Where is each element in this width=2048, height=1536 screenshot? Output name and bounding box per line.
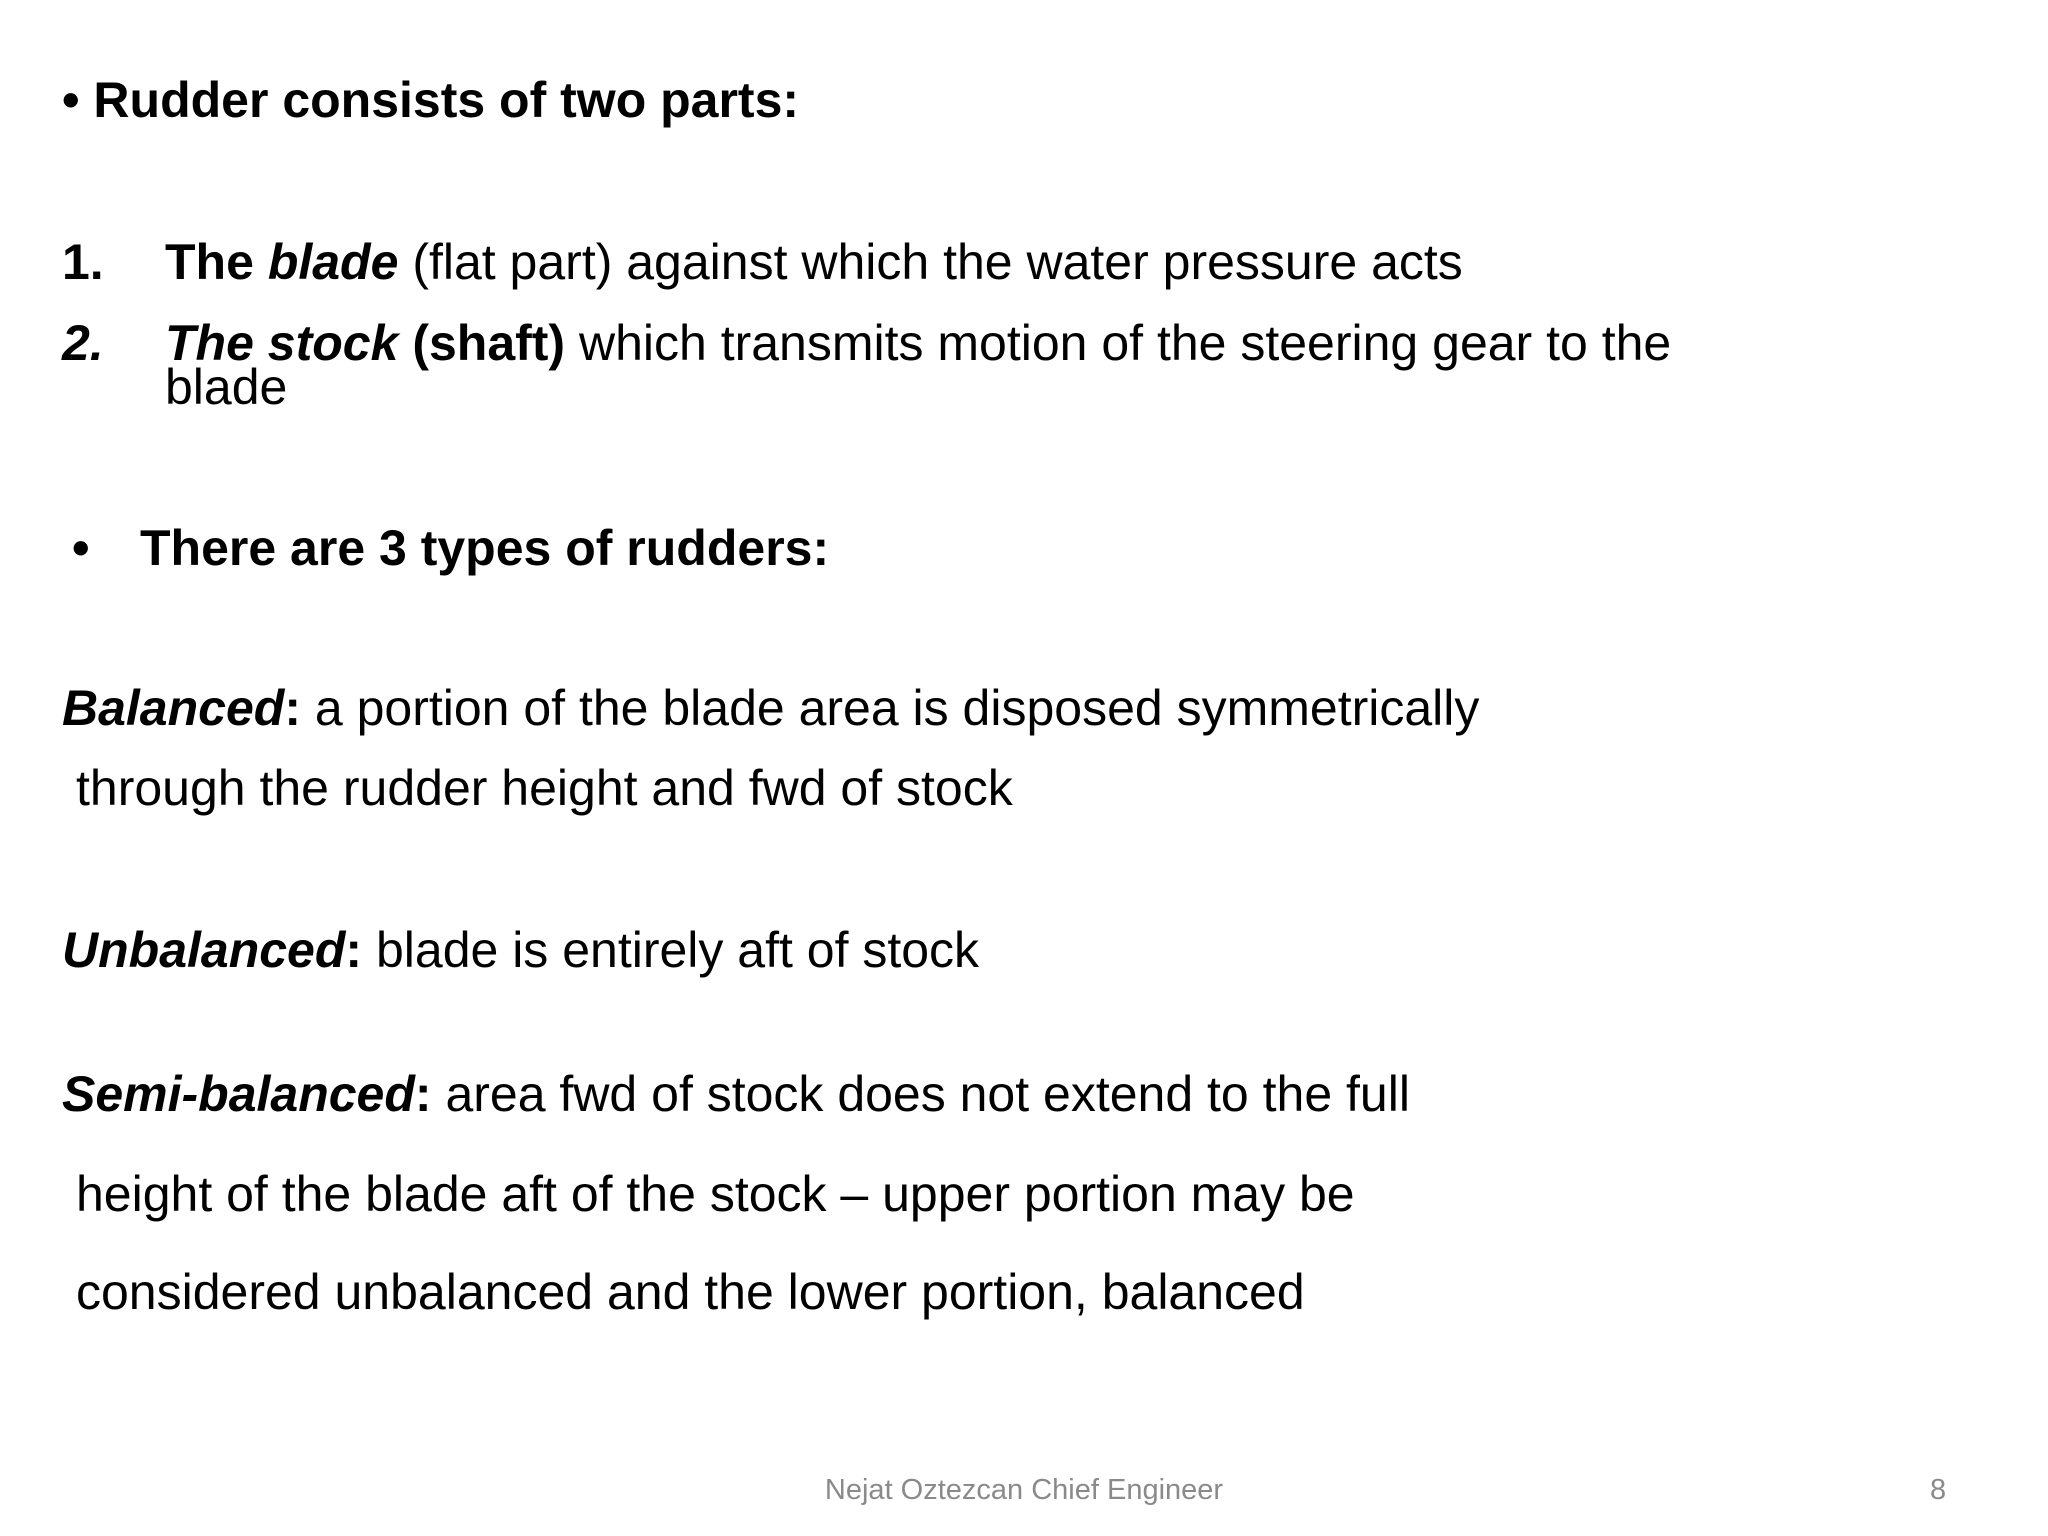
type-description: through the rudder height and fwd of stock <box>76 760 1013 816</box>
list-term: blade <box>267 234 399 290</box>
list-text: which transmits motion of the steering gear to the <box>578 315 1672 371</box>
heading-rudder-types: There are 3 types of rudders: <box>140 520 830 576</box>
slide-number: 8 <box>1930 1474 1947 1506</box>
list-item-stock <box>165 313 1671 373</box>
type-description: blade is entirely aft of stock <box>375 922 980 978</box>
footer-author: Nejat Oztezcan Chief Engineer <box>824 1474 1224 1506</box>
type-colon: : <box>414 1066 432 1122</box>
type-description: height of the blade aft of the stock – upper portion may be <box>76 1166 1355 1222</box>
type-unbalanced <box>62 920 979 980</box>
list-item-blade <box>165 232 1463 292</box>
type-term: Balanced <box>62 680 285 736</box>
type-term: Semi-balanced <box>62 1066 415 1122</box>
list-term: The stock <box>165 315 399 371</box>
type-description: considered unbalanced and the lower portion, balanced <box>76 1264 1305 1320</box>
list-text: (flat part) against which the water pressure acts <box>412 234 1463 290</box>
type-description: a portion of the blade area is disposed symmetrically <box>314 680 1480 736</box>
type-term: Unbalanced <box>62 922 346 978</box>
bullet: • <box>62 72 80 128</box>
list-number: 1. <box>62 234 104 290</box>
type-balanced <box>62 678 1479 738</box>
list-continuation: blade <box>165 359 288 415</box>
type-colon: : <box>345 922 363 978</box>
list-lead: The <box>165 234 254 290</box>
type-description: area fwd of stock does not extend to the full <box>445 1066 1410 1122</box>
type-colon: : <box>284 680 301 736</box>
heading-rudder-parts <box>62 70 799 130</box>
heading-text: Rudder consists of two parts: <box>93 72 800 128</box>
list-number: 2. <box>62 315 104 371</box>
list-paren: (shaft) <box>412 315 566 371</box>
bullet: • <box>72 520 90 576</box>
type-semi-balanced <box>62 1064 1410 1124</box>
